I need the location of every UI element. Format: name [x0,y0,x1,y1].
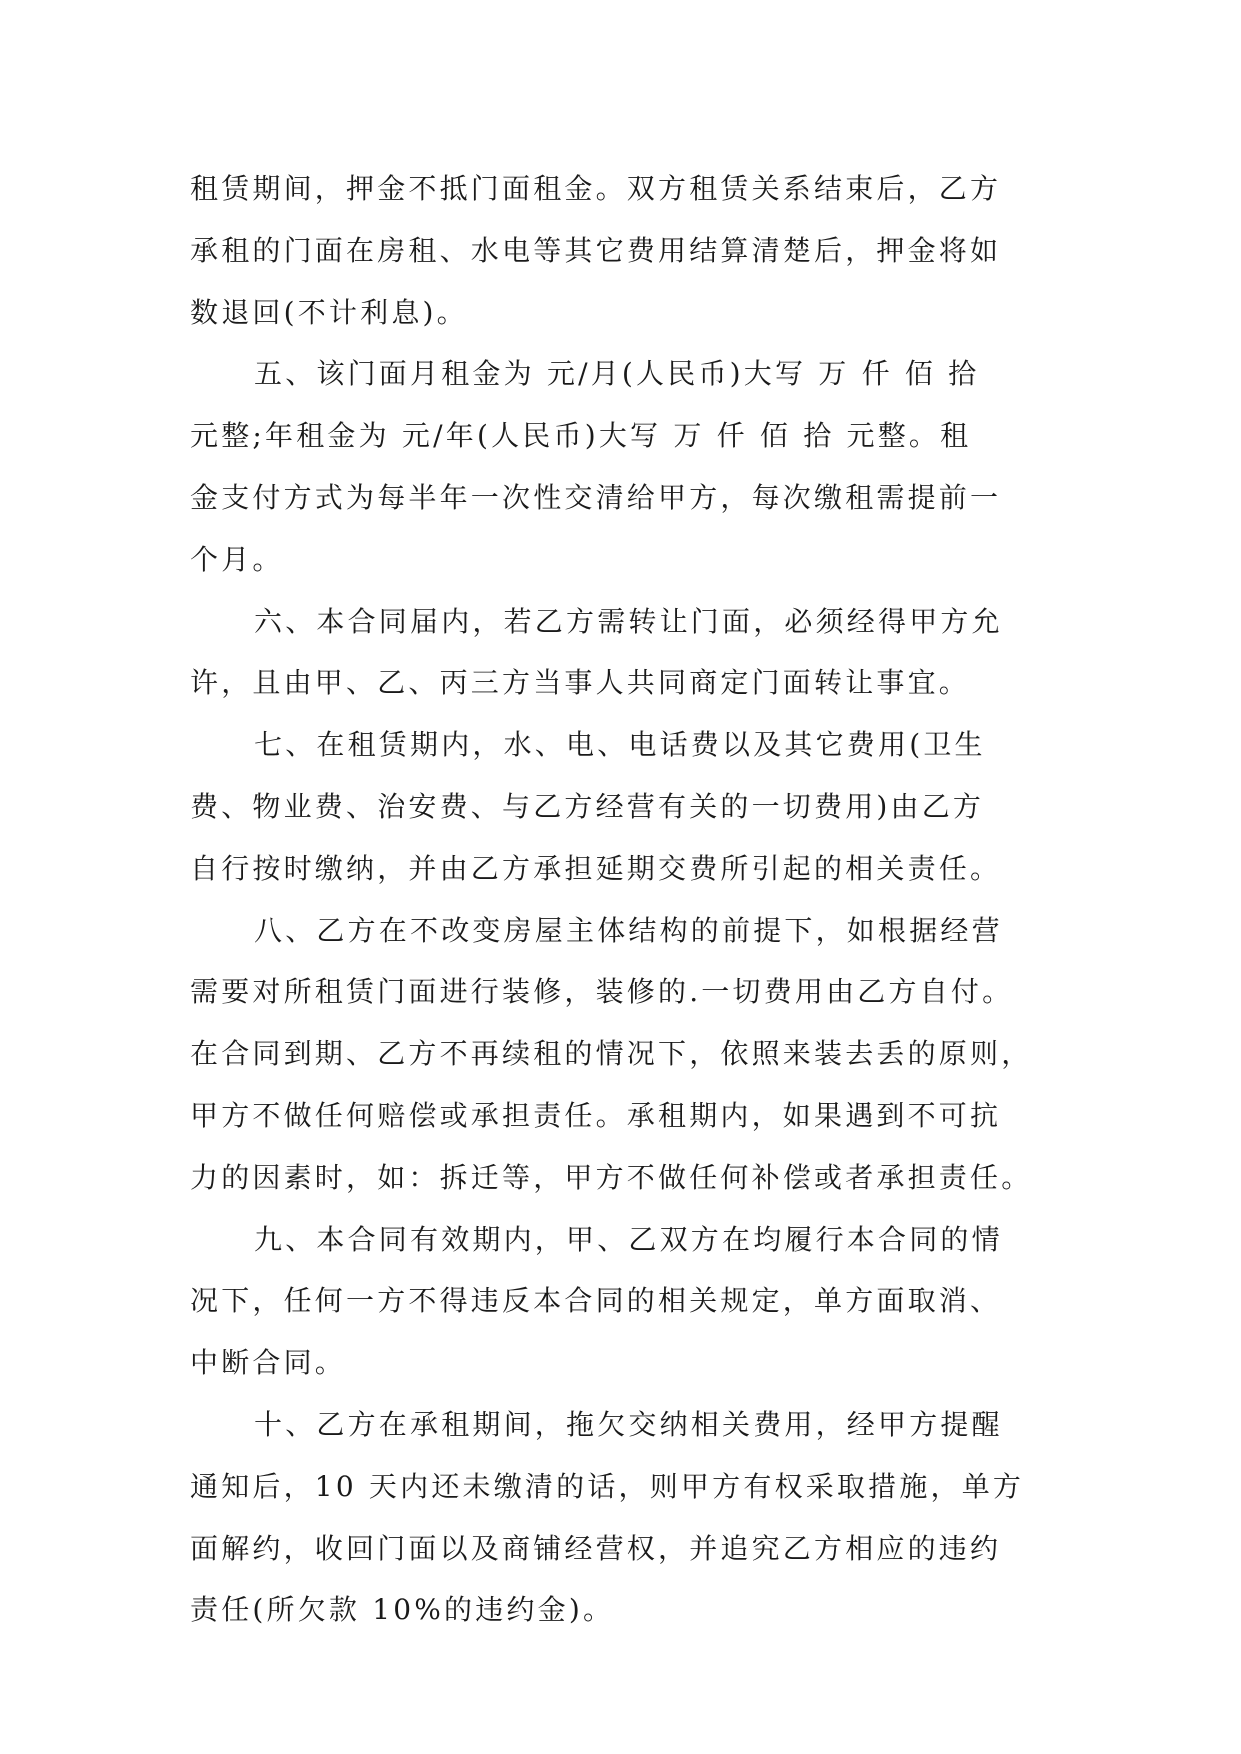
text-line: 元整;年租金为 元/年(人民币)大写 万 仟 佰 拾 元整。租 [190,419,972,453]
clause-five-start: 五、该门面月租金为 元/月(人民币)大写 万 仟 佰 拾 [254,357,980,391]
clause-eight-start: 八、乙方在不改变房屋主体结构的前提下，如根据经营 [254,913,1003,947]
text-line: 况下，任何一方不得违反本合同的相关规定，单方面取消、 [190,1284,1002,1318]
text-line: 中断合同。 [190,1346,347,1380]
text-line: 面解约，收回门面以及商铺经营权，并追究乙方相应的违约 [190,1531,1002,1565]
text-line: 需要对所租赁门面进行装修，装修的.一切费用由乙方自付。 [190,975,1014,1009]
text-line: 费、物业费、治安费、与乙方经营有关的一切费用)由乙方 [190,789,985,823]
clause-seven-start: 七、在租赁期内，水、电、电话费以及其它费用(卫生 [254,728,986,762]
text-line: 在合同到期、乙方不再续租的情况下，依照来装去丢的原则， [190,1037,1033,1071]
text-line: 通知后，10 天内还未缴清的话，则甲方有权采取措施，单方 [190,1469,1025,1503]
clause-nine-start: 九、本合同有效期内，甲、乙双方在均履行本合同的情 [254,1222,1003,1256]
text-line: 租赁期间，押金不抵门面租金。双方租赁关系结束后，乙方 [190,172,1002,205]
text-line: 责任(所欠款 10%的违约金)。 [190,1593,615,1627]
text-line: 金支付方式为每半年一次性交清给甲方，每次缴租需提前一 [190,480,1002,514]
text-line: 自行按时缴纳，并由乙方承担延期交费所引起的相关责任。 [190,851,1002,885]
text-line: 承租的门面在房租、水电等其它费用结算清楚后，押金将如 [190,233,1002,267]
text-line: 数退回(不计利息)。 [190,295,468,329]
text-line: 个月。 [190,542,284,576]
text-line: 力的因素时，如：拆迁等，甲方不做任何补偿或者承担责任。 [190,1160,1033,1194]
clause-ten-start: 十、乙方在承租期间，拖欠交纳相关费用，经甲方提醒 [254,1407,1003,1441]
document-page [190,158,1070,1641]
clause-six-start: 六、本合同届内，若乙方需转让门面，必须经得甲方允 [254,604,1003,638]
text-line: 甲方不做任何赔偿或承担责任。承租期内，如果遇到不可抗 [190,1098,1002,1132]
text-line: 许，且由甲、乙、丙三方当事人共同商定门面转让事宜。 [190,666,971,700]
